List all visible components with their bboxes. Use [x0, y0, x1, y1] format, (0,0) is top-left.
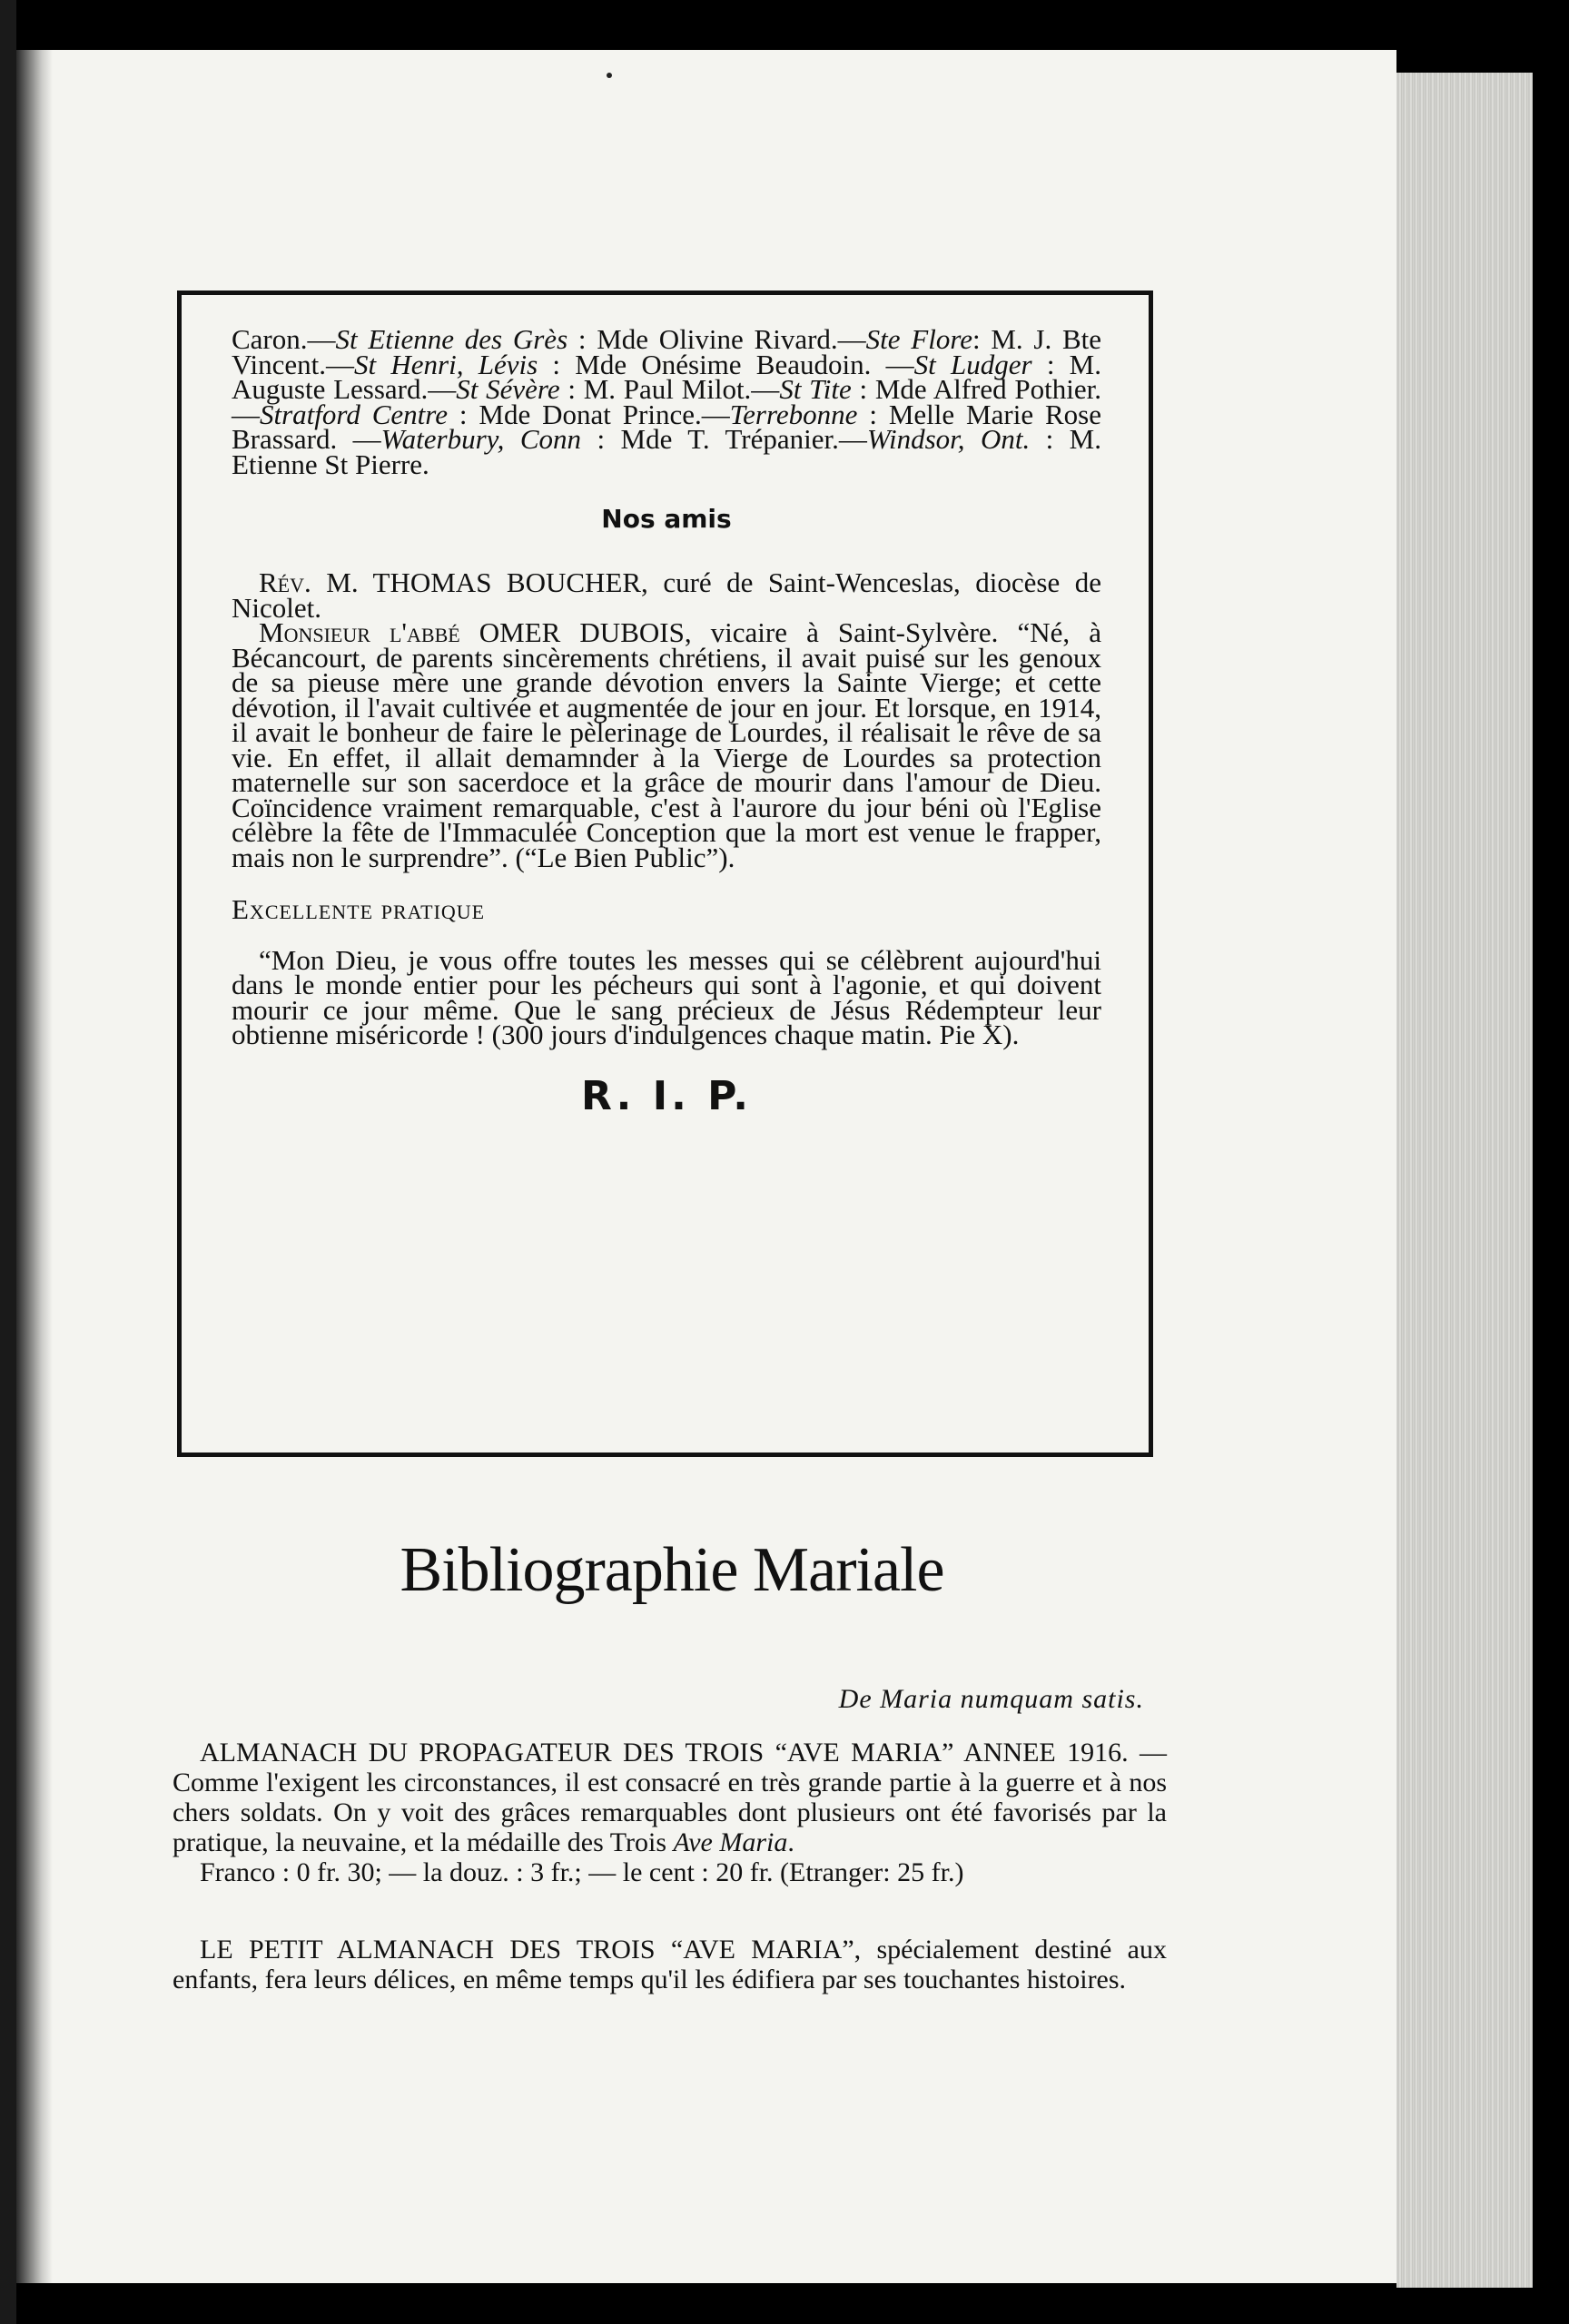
gutter-shadow	[16, 50, 53, 2283]
pratique-heading: Excellente pratique	[232, 893, 486, 925]
obituary-text-run: St Sévère	[456, 373, 560, 405]
pratique-paragraph: “Mon Dieu, je vous offre toutes les messes qui se célèbrent aujourd'hui dans le monde entier pour les pécheurs qui sont à l'agonie, et qui doivent mourir ce jour même. Que le sang précieux de Jésus Rédempteur leur obtienne miséricorde ! (300 jours d'indulgences chaque matin. Pie X).	[232, 943, 1101, 1050]
obituary-text-run: : Mde Olivine Rivard.—	[567, 323, 866, 355]
epigraph: De Maria numquam satis.	[838, 1684, 1144, 1714]
nos-amis-heading: Nos amis	[601, 504, 732, 534]
obituary-text-run: : M. Paul Milot.—	[559, 373, 780, 405]
rip-heading: R. I. P.	[580, 1072, 753, 1119]
obituary-text-run: : M. Etienne St Pierre.	[232, 423, 1101, 480]
abbe-text: OMER DUBOIS, vicaire à Saint-Sylvère. “Né, à Bécancourt, de parents sincèrements chrétiens, il avait puisé sur les genoux de sa pieuse mère une grande dévotion envers la Sainte Vierge; et cette dévotion, il l'avait cultivée et augmentée de jour en jour. Et lorsque, en 1914, il avait le bonheur de faire le pèlerinage de Lourdes, il réalisait le rêve de sa vie. En effet, il allait demamnder à la Vierge de Lourdes sa protection maternelle sur son sacerdoce et la grâce de mourir dans l'amour de Dieu. Coïncidence vraiment remarquable, c'est à l'aurore du jour béni où l'Eglise célèbre la fête de l'Immaculée Conception que la mort est venue le frapper, mais non le surprendre”. (“Le Bien Public”).	[232, 616, 1101, 873]
obituary-text-run: : Mde Alfred Pothier.—	[232, 373, 1101, 430]
book-binding-edge	[0, 0, 16, 2324]
rev-title: Rév.	[259, 566, 311, 598]
obituary-text-run: Windsor, Ont.	[866, 423, 1031, 455]
page-fore-edge	[1396, 73, 1533, 2288]
rev-boucher-paragraph	[232, 566, 1101, 624]
abbe-title: Monsieur l'abbé	[259, 616, 460, 648]
almanach-text-run: .	[787, 1827, 794, 1857]
obituary-box	[177, 290, 1153, 1457]
obituary-text-run: St Henri, Lévis	[354, 348, 538, 380]
obituary-text-run: St Etienne des Grès	[335, 323, 568, 355]
section-title: Bibliographie Mariale	[400, 1535, 944, 1605]
almanach-text-run: Ave Maria	[673, 1827, 788, 1857]
obituary-list-paragraph	[232, 323, 1102, 480]
obituary-text-run: : Mde Donat Prince.—	[447, 398, 730, 430]
obituary-text-run: : M. Auguste Lessard.—	[232, 348, 1101, 405]
petit-almanach-paragraph: LE PETIT ALMANACH DES TROIS “AVE MARIA”, spécialement destiné aux enfants, fera leurs délices, en même temps qu'il les édifiera par ses touchantes histoires.	[173, 1935, 1167, 1994]
rev-text: M. THOMAS BOUCHER, curé de Saint-Wenceslas, diocèse de Nicolet.	[232, 566, 1101, 624]
almanach-text-run: ALMANACH DU PROPAGATEUR DES TROIS “AVE MARIA” ANNEE 1916. — Comme l'exigent les circonstances, il est consacré en très grande partie à la guerre et à nos chers soldats. On y voit des grâces remarquables dont plusieurs ont été favorisés par la pratique, la neuvaine, et la médaille des Trois	[173, 1738, 1167, 1857]
obituary-text-run: : Mde T. Trépanier.—	[581, 423, 867, 455]
obituary-text-run: Caron.—	[232, 323, 336, 355]
obituary-text-run: : M. J. Bte Vincent.—	[232, 323, 1102, 380]
obituary-text-run: St Tite	[779, 373, 852, 405]
obituary-text-run: Stratford Centre	[260, 398, 448, 430]
print-speck	[607, 73, 612, 78]
obituary-text-run: Ste Flore	[865, 323, 972, 355]
almanach-paragraph	[173, 1738, 1167, 1857]
bibliography-body	[173, 1725, 1167, 1994]
obituary-text-run: Waterbury, Conn	[380, 423, 582, 455]
obituary-text-run: Terrebonne	[729, 398, 858, 430]
obituary-text-run: : Mde Onésime Beaudoin. —	[538, 348, 914, 380]
obituary-text-run: St Ludger	[913, 348, 1032, 380]
prices-paragraph: Franco : 0 fr. 30; — la douz. : 3 fr.; — le cent : 20 fr. (Etranger: 25 fr.)	[200, 1857, 964, 1887]
obituary-text-run: : Melle Marie Rose Brassard. —	[232, 398, 1101, 455]
abbe-dubois-paragraph	[232, 616, 1101, 873]
